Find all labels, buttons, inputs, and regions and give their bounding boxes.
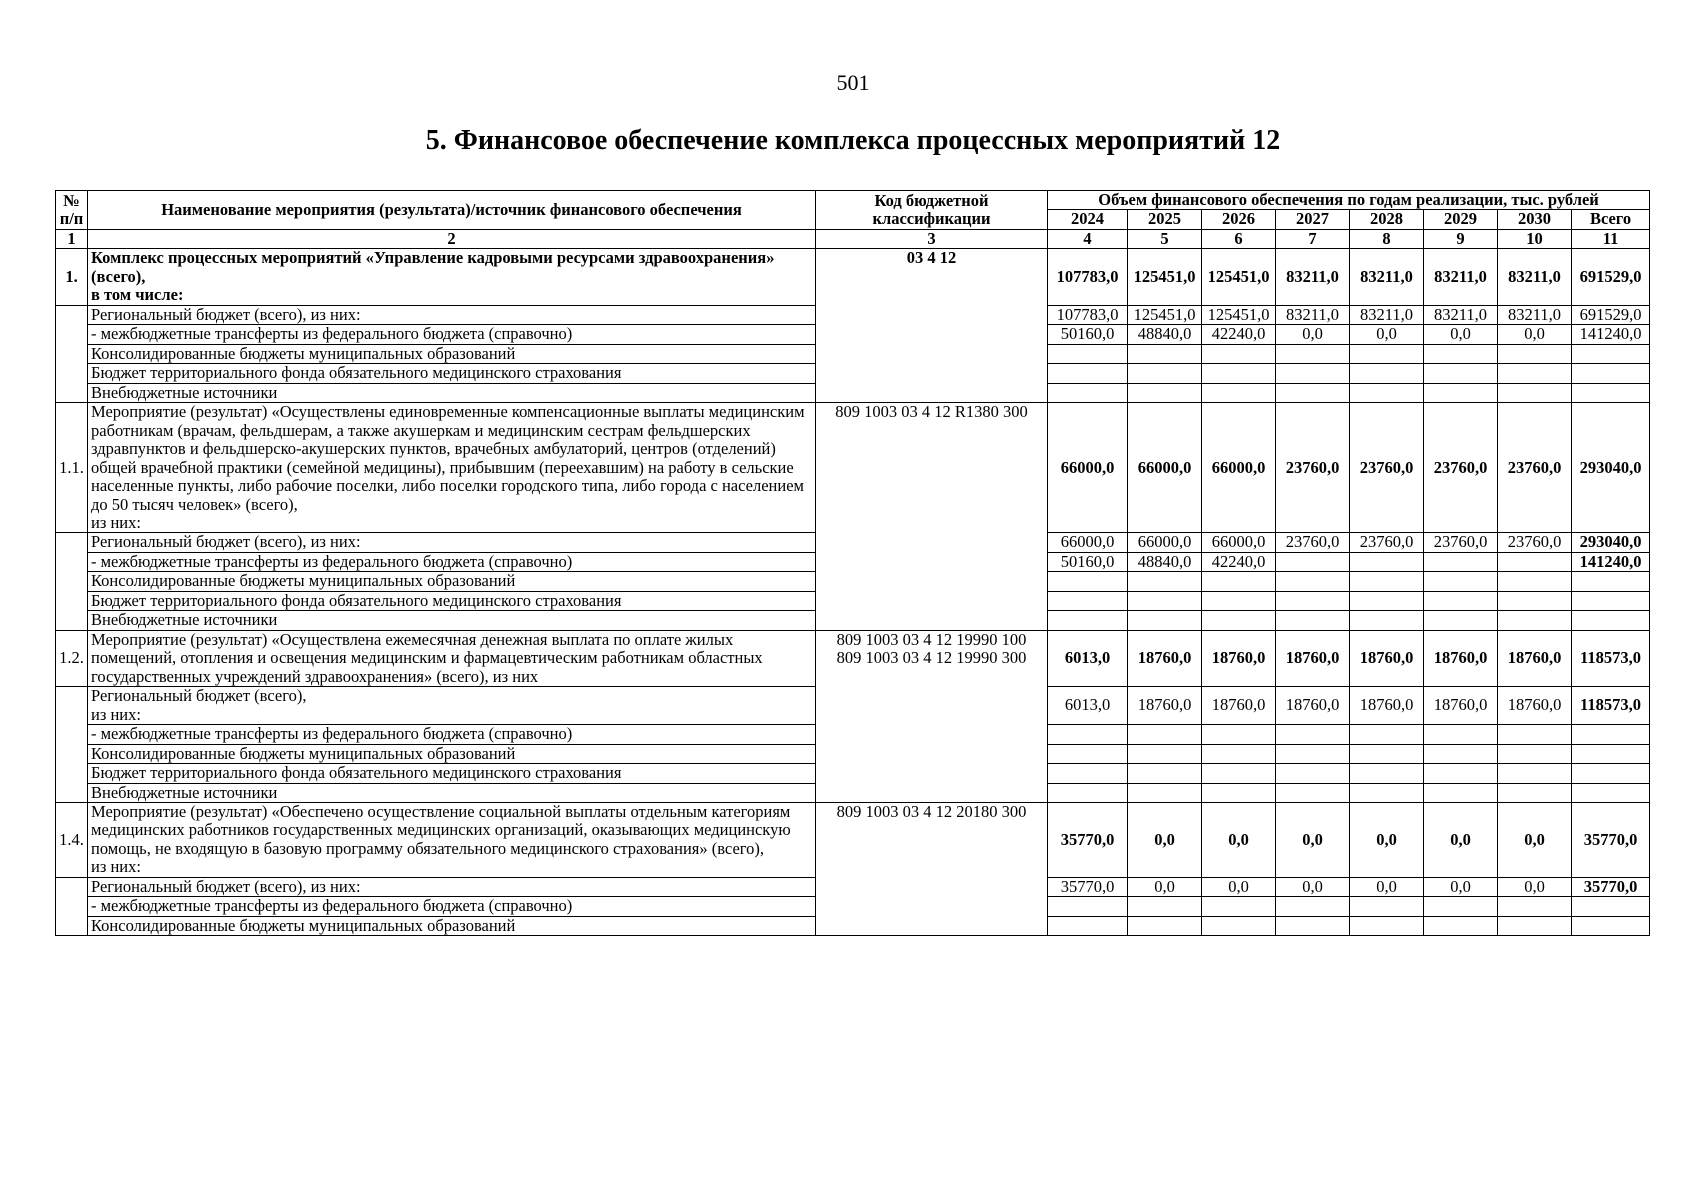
year-value: 18760,0	[1424, 630, 1498, 686]
column-number: 3	[816, 229, 1048, 248]
total-value: 691529,0	[1572, 305, 1650, 324]
total-value: 118573,0	[1572, 630, 1650, 686]
year-value: 66000,0	[1048, 403, 1128, 533]
year-value	[1424, 364, 1498, 383]
header-year: 2026	[1202, 210, 1276, 229]
year-value: 23760,0	[1424, 533, 1498, 552]
year-value: 0,0	[1350, 877, 1424, 896]
year-value: 23760,0	[1276, 403, 1350, 533]
year-value	[1128, 744, 1202, 763]
year-value	[1350, 764, 1424, 783]
year-value	[1424, 611, 1498, 630]
header-col-code: Код бюджетной классификации	[816, 191, 1048, 230]
year-value: 83211,0	[1498, 249, 1572, 305]
year-value: 23760,0	[1276, 533, 1350, 552]
year-value	[1048, 897, 1128, 916]
year-value	[1276, 591, 1350, 610]
year-value: 18760,0	[1350, 630, 1424, 686]
year-value	[1350, 591, 1424, 610]
year-value: 6013,0	[1048, 630, 1128, 686]
funding-source-name: - межбюджетные трансферты из федерального бюджета (справочно)	[88, 552, 816, 571]
year-value	[1498, 764, 1572, 783]
year-value	[1424, 897, 1498, 916]
funding-source-name: Внебюджетные источники	[88, 383, 816, 402]
year-value: 0,0	[1424, 803, 1498, 878]
header-year: 2027	[1276, 210, 1350, 229]
year-value: 0,0	[1202, 877, 1276, 896]
year-value	[1202, 344, 1276, 363]
total-value	[1572, 591, 1650, 610]
year-value: 66000,0	[1202, 533, 1276, 552]
year-value	[1128, 916, 1202, 935]
activity-name: Комплекс процессных мероприятий «Управление кадровыми ресурсами здравоохранения» (всего), в том числе:	[88, 249, 816, 305]
year-value: 66000,0	[1128, 533, 1202, 552]
year-value	[1424, 725, 1498, 744]
total-value	[1572, 725, 1650, 744]
year-value	[1202, 783, 1276, 802]
year-value	[1202, 744, 1276, 763]
year-value	[1424, 552, 1498, 571]
total-value: 691529,0	[1572, 249, 1650, 305]
year-value: 18760,0	[1350, 687, 1424, 725]
year-value	[1350, 572, 1424, 591]
year-value	[1048, 344, 1128, 363]
year-value	[1276, 344, 1350, 363]
total-value	[1572, 572, 1650, 591]
year-value: 83211,0	[1276, 249, 1350, 305]
year-value	[1128, 764, 1202, 783]
index-spacer	[56, 687, 88, 803]
budget-code: 809 1003 03 4 12 R1380 300	[816, 403, 1048, 631]
column-number: 4	[1048, 229, 1128, 248]
year-value	[1276, 725, 1350, 744]
year-value: 66000,0	[1128, 403, 1202, 533]
year-value	[1350, 916, 1424, 935]
year-value: 83211,0	[1424, 305, 1498, 324]
funding-source-name: Региональный бюджет (всего), из них:	[88, 533, 816, 552]
year-value	[1202, 611, 1276, 630]
year-value	[1424, 916, 1498, 935]
year-value	[1202, 364, 1276, 383]
year-value	[1276, 783, 1350, 802]
total-value	[1572, 783, 1650, 802]
year-value	[1424, 764, 1498, 783]
year-value	[1350, 783, 1424, 802]
year-value	[1350, 344, 1424, 363]
year-value	[1048, 916, 1128, 935]
year-value	[1276, 897, 1350, 916]
year-value	[1350, 611, 1424, 630]
funding-source-name: Региональный бюджет (всего), из них:	[88, 305, 816, 324]
funding-source-name: - межбюджетные трансферты из федерального бюджета (справочно)	[88, 725, 816, 744]
year-value	[1498, 364, 1572, 383]
total-value: 293040,0	[1572, 403, 1650, 533]
year-value	[1048, 591, 1128, 610]
table-body	[56, 249, 1650, 936]
year-value: 66000,0	[1202, 403, 1276, 533]
year-value: 0,0	[1498, 325, 1572, 344]
row-index: 1.4.	[56, 803, 88, 878]
year-value	[1424, 344, 1498, 363]
column-numbers-row	[56, 229, 1650, 248]
year-value: 107783,0	[1048, 305, 1128, 324]
funding-source-name: - межбюджетные трансферты из федерального бюджета (справочно)	[88, 325, 816, 344]
total-value	[1572, 611, 1650, 630]
funding-source-name: Консолидированные бюджеты муниципальных образований	[88, 744, 816, 763]
year-value: 18760,0	[1128, 687, 1202, 725]
activity-row	[56, 630, 1650, 686]
year-value	[1276, 552, 1350, 571]
year-value: 42240,0	[1202, 325, 1276, 344]
year-value	[1276, 572, 1350, 591]
year-value: 48840,0	[1128, 552, 1202, 571]
year-value: 6013,0	[1048, 687, 1128, 725]
activity-name: Мероприятие (результат) «Осуществлена ежемесячная денежная выплата по оплате жилых помещений, отопления и освещения медицинским и фармацевтическим работникам областных государственных учреждений здравоохранения» (всего), из них	[88, 630, 816, 686]
funding-source-name: - межбюджетные трансферты из федерального бюджета (справочно)	[88, 897, 816, 916]
header-total: Всего	[1572, 210, 1650, 229]
year-value	[1048, 383, 1128, 402]
row-index: 1.2.	[56, 630, 88, 686]
year-value	[1424, 383, 1498, 402]
year-value	[1048, 725, 1128, 744]
year-value: 18760,0	[1128, 630, 1202, 686]
index-spacer	[56, 305, 88, 402]
total-value	[1572, 364, 1650, 383]
total-value: 35770,0	[1572, 877, 1650, 896]
year-value: 23760,0	[1424, 403, 1498, 533]
year-value	[1424, 783, 1498, 802]
year-value: 42240,0	[1202, 552, 1276, 571]
year-value: 83211,0	[1276, 305, 1350, 324]
funding-source-name: Консолидированные бюджеты муниципальных образований	[88, 572, 816, 591]
funding-source-name: Региональный бюджет (всего), из них:	[88, 687, 816, 725]
column-number: 2	[88, 229, 816, 248]
year-value: 107783,0	[1048, 249, 1128, 305]
column-number: 11	[1572, 229, 1650, 248]
year-value	[1498, 725, 1572, 744]
year-value	[1128, 783, 1202, 802]
page-number: 501	[836, 70, 870, 95]
year-value: 18760,0	[1276, 630, 1350, 686]
year-value: 0,0	[1276, 325, 1350, 344]
year-value	[1048, 572, 1128, 591]
year-value	[1128, 897, 1202, 916]
year-value	[1276, 916, 1350, 935]
year-value: 125451,0	[1202, 305, 1276, 324]
year-value: 18760,0	[1276, 687, 1350, 725]
year-value: 0,0	[1350, 325, 1424, 344]
year-value: 23760,0	[1350, 533, 1424, 552]
activity-name: Мероприятие (результат) «Осуществлены единовременные компенсационные выплаты медицинским работникам (врачам, фельдшерам, а также акушеркам и медицинским сестрам фельдшерских здравпунктов и фельдшерско-акушерских пунктов, врачебных амбулаторий, центров (отделений) общей врачебной практики (семейной медицины), прибывшим (переехавшим) на работу в сельские населенные пункты, либо рабочие поселки, либо поселки городского типа, либо города с населением до 50 тысяч человек» (всего), из них:	[88, 403, 816, 533]
header-year: 2030	[1498, 210, 1572, 229]
row-index: 1.	[56, 249, 88, 305]
year-value: 35770,0	[1048, 877, 1128, 896]
budget-code: 03 4 12	[816, 249, 1048, 403]
year-value: 35770,0	[1048, 803, 1128, 878]
index-spacer	[56, 877, 88, 935]
budget-code: 809 1003 03 4 12 20180 300	[816, 803, 1048, 936]
total-value: 141240,0	[1572, 552, 1650, 571]
year-value	[1128, 591, 1202, 610]
year-value: 0,0	[1128, 877, 1202, 896]
year-value: 0,0	[1498, 877, 1572, 896]
activity-row	[56, 403, 1650, 533]
year-value	[1276, 383, 1350, 402]
year-value: 50160,0	[1048, 325, 1128, 344]
year-value: 125451,0	[1202, 249, 1276, 305]
column-number: 9	[1424, 229, 1498, 248]
year-value: 48840,0	[1128, 325, 1202, 344]
total-value	[1572, 916, 1650, 935]
year-value	[1350, 552, 1424, 571]
funding-source-name: Бюджет территориального фонда обязательного медицинского страхования	[88, 764, 816, 783]
year-value	[1048, 783, 1128, 802]
year-value	[1498, 611, 1572, 630]
year-value	[1128, 725, 1202, 744]
year-value: 50160,0	[1048, 552, 1128, 571]
funding-source-name: Внебюджетные источники	[88, 611, 816, 630]
column-number: 5	[1128, 229, 1202, 248]
funding-source-name: Региональный бюджет (всего), из них:	[88, 877, 816, 896]
header-year: 2024	[1048, 210, 1128, 229]
year-value	[1276, 764, 1350, 783]
header-col-volume: Объем финансового обеспечения по годам реализации, тыс. рублей	[1048, 191, 1650, 210]
column-number: 10	[1498, 229, 1572, 248]
funding-source-name: Бюджет территориального фонда обязательного медицинского страхования	[88, 591, 816, 610]
header-year: 2028	[1350, 210, 1424, 229]
year-value	[1128, 364, 1202, 383]
year-value	[1424, 591, 1498, 610]
year-value: 18760,0	[1498, 687, 1572, 725]
column-number: 6	[1202, 229, 1276, 248]
year-value	[1202, 572, 1276, 591]
total-value: 35770,0	[1572, 803, 1650, 878]
year-value	[1498, 916, 1572, 935]
year-value: 18760,0	[1424, 687, 1498, 725]
year-value: 0,0	[1424, 877, 1498, 896]
year-value	[1350, 897, 1424, 916]
total-value	[1572, 764, 1650, 783]
year-value	[1202, 916, 1276, 935]
funding-source-name: Бюджет территориального фонда обязательного медицинского страхования	[88, 364, 816, 383]
year-value: 0,0	[1276, 877, 1350, 896]
year-value	[1498, 783, 1572, 802]
activity-row	[56, 249, 1650, 305]
year-value: 18760,0	[1498, 630, 1572, 686]
year-value	[1498, 744, 1572, 763]
year-value	[1048, 364, 1128, 383]
header-year: 2029	[1424, 210, 1498, 229]
total-value	[1572, 383, 1650, 402]
total-value	[1572, 744, 1650, 763]
year-value	[1498, 344, 1572, 363]
activity-row	[56, 803, 1650, 878]
row-index: 1.1.	[56, 403, 88, 533]
year-value: 66000,0	[1048, 533, 1128, 552]
year-value: 0,0	[1424, 325, 1498, 344]
year-value	[1498, 591, 1572, 610]
year-value	[1350, 364, 1424, 383]
year-value: 125451,0	[1128, 305, 1202, 324]
year-value	[1276, 744, 1350, 763]
year-value: 23760,0	[1350, 403, 1424, 533]
funding-source-name: Консолидированные бюджеты муниципальных образований	[88, 344, 816, 363]
year-value	[1424, 572, 1498, 591]
year-value	[1202, 897, 1276, 916]
year-value	[1202, 383, 1276, 402]
year-value: 83211,0	[1350, 249, 1424, 305]
year-value: 0,0	[1350, 803, 1424, 878]
year-value	[1498, 572, 1572, 591]
funding-source-name: Внебюджетные источники	[88, 783, 816, 802]
page-title: 5. Финансовое обеспечение комплекса процессных мероприятий 12	[425, 125, 1281, 156]
year-value: 18760,0	[1202, 687, 1276, 725]
year-value: 83211,0	[1350, 305, 1424, 324]
year-value: 0,0	[1276, 803, 1350, 878]
column-number: 7	[1276, 229, 1350, 248]
column-number: 8	[1350, 229, 1424, 248]
year-value: 23760,0	[1498, 533, 1572, 552]
year-value	[1350, 383, 1424, 402]
year-value	[1128, 572, 1202, 591]
year-value	[1202, 725, 1276, 744]
total-value: 293040,0	[1572, 533, 1650, 552]
total-value	[1572, 897, 1650, 916]
year-value: 125451,0	[1128, 249, 1202, 305]
year-value	[1048, 611, 1128, 630]
year-value	[1276, 611, 1350, 630]
year-value: 18760,0	[1202, 630, 1276, 686]
header-year: 2025	[1128, 210, 1202, 229]
financing-table	[55, 190, 1650, 936]
year-value	[1424, 744, 1498, 763]
year-value	[1350, 725, 1424, 744]
header-row	[56, 191, 1650, 210]
year-value: 83211,0	[1498, 305, 1572, 324]
budget-code: 809 1003 03 4 12 19990 100 809 1003 03 4 12 19990 300	[816, 630, 1048, 802]
total-value: 141240,0	[1572, 325, 1650, 344]
year-value	[1048, 764, 1128, 783]
year-value: 83211,0	[1424, 249, 1498, 305]
column-number: 1	[56, 229, 88, 248]
year-value	[1128, 611, 1202, 630]
year-value: 0,0	[1128, 803, 1202, 878]
total-value: 118573,0	[1572, 687, 1650, 725]
year-value	[1128, 344, 1202, 363]
year-value	[1202, 764, 1276, 783]
year-value: 23760,0	[1498, 403, 1572, 533]
year-value: 0,0	[1498, 803, 1572, 878]
year-value	[1048, 744, 1128, 763]
year-value	[1498, 552, 1572, 571]
index-spacer	[56, 533, 88, 630]
funding-source-name: Консолидированные бюджеты муниципальных образований	[88, 916, 816, 935]
year-value	[1128, 383, 1202, 402]
year-value	[1350, 744, 1424, 763]
activity-name: Мероприятие (результат) «Обеспечено осуществление социальной выплаты отдельным категориям медицинских работников государственных медицинских организаций, оказывающих медицинскую помощь, не входящую в базовую программу обязательного медицинского страхования» (всего), из них:	[88, 803, 816, 878]
year-value: 0,0	[1202, 803, 1276, 878]
year-value	[1202, 591, 1276, 610]
header-col-number: № п/п	[56, 191, 88, 230]
year-value	[1498, 897, 1572, 916]
header-col-name: Наименование мероприятия (результата)/источник финансового обеспечения	[88, 191, 816, 230]
total-value	[1572, 344, 1650, 363]
year-value	[1498, 383, 1572, 402]
year-value	[1276, 364, 1350, 383]
